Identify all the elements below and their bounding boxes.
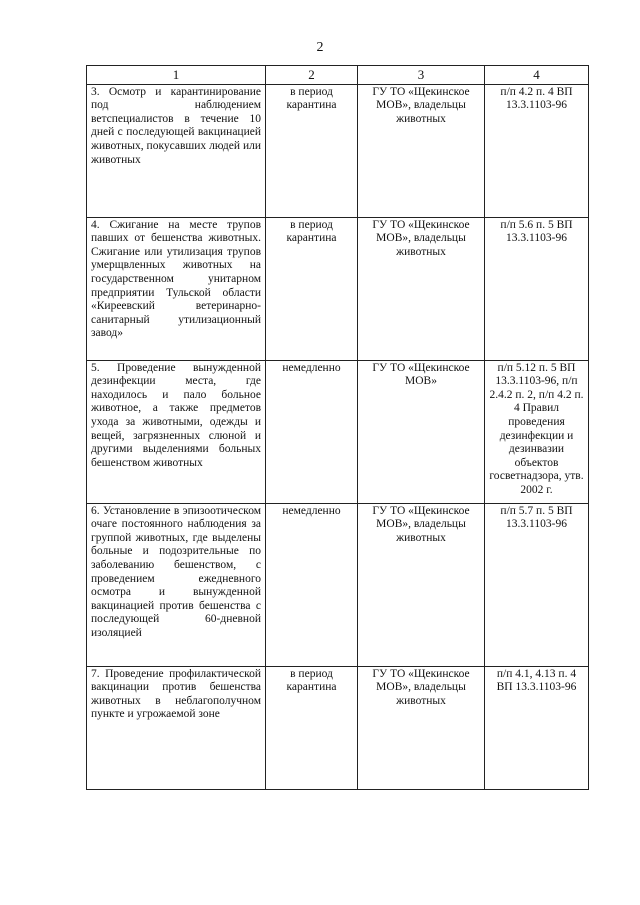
- reference-cell: п/п 5.6 п. 5 ВП 13.3.1103-96: [485, 217, 589, 360]
- responsible-cell: ГУ ТО «Щекинское МОВ», владельцы животных: [358, 666, 485, 789]
- table-row: [87, 217, 589, 360]
- column-header: 1: [87, 66, 266, 85]
- measure-cell: 6. Установление в эпизоотическом очаге постоянного наблюдения за группой животных, где выделены больные и подозрительные по заболеванию бешенством, с проведением ежедневного осмотра и вынужденной вакцинацией против бешенства с последующей 60-дневной изоляцией: [87, 503, 266, 666]
- table-row: [87, 360, 589, 503]
- table-row: [87, 84, 589, 217]
- reference-cell: п/п 5.12 п. 5 ВП 13.3.1103-96, п/п 2.4.2 п. 2, п/п 4.2 п. 4 Правил проведения дезинфекции и дезинвазии объектов госветнадзора, утв. 2002 г.: [485, 360, 589, 503]
- measure-cell: 4. Сжигание на месте трупов павших от бешенства животных. Сжигание или утилизация трупов умерщвленных животных на государственном унитарном предприятии Тульской области «Киреевский ветеринарно-санитарный утилизационный завод»: [87, 217, 266, 360]
- reference-cell: п/п 4.1, 4.13 п. 4 ВП 13.3.1103-96: [485, 666, 589, 789]
- term-cell: в период карантина: [266, 217, 358, 360]
- responsible-cell: ГУ ТО «Щекинское МОВ», владельцы животных: [358, 84, 485, 217]
- column-header: 4: [485, 66, 589, 85]
- measure-cell: 3. Осмотр и карантинирование под наблюдением ветспециалистов в течение 10 дней с последующей вакцинацией животных, покусавших людей или животных: [87, 84, 266, 217]
- term-cell: немедленно: [266, 503, 358, 666]
- responsible-cell: ГУ ТО «Щекинское МОВ», владельцы животных: [358, 503, 485, 666]
- measure-cell: 5. Проведение вынужденной дезинфекции места, где находилось и пало больное животное, а также предметов ухода за животными, одежды и вещей, загрязненных слюной и другими выделениями больных бешенством животных: [87, 360, 266, 503]
- term-cell: в период карантина: [266, 666, 358, 789]
- table-row: [87, 503, 589, 666]
- responsible-cell: ГУ ТО «Щекинское МОВ»: [358, 360, 485, 503]
- term-cell: в период карантина: [266, 84, 358, 217]
- measure-cell: 7. Проведение профилактической вакцинации против бешенства животных в неблагополучном пункте и угрожаемой зоне: [87, 666, 266, 789]
- measures-table: [86, 65, 589, 790]
- column-header: 3: [358, 66, 485, 85]
- term-cell: немедленно: [266, 360, 358, 503]
- reference-cell: п/п 5.7 п. 5 ВП 13.3.1103-96: [485, 503, 589, 666]
- table-row: [87, 666, 589, 789]
- reference-cell: п/п 4.2 п. 4 ВП 13.3.1103-96: [485, 84, 589, 217]
- column-header: 2: [266, 66, 358, 85]
- table-header-row: [87, 66, 589, 85]
- responsible-cell: ГУ ТО «Щекинское МОВ», владельцы животных: [358, 217, 485, 360]
- page-number: 2: [316, 40, 324, 55]
